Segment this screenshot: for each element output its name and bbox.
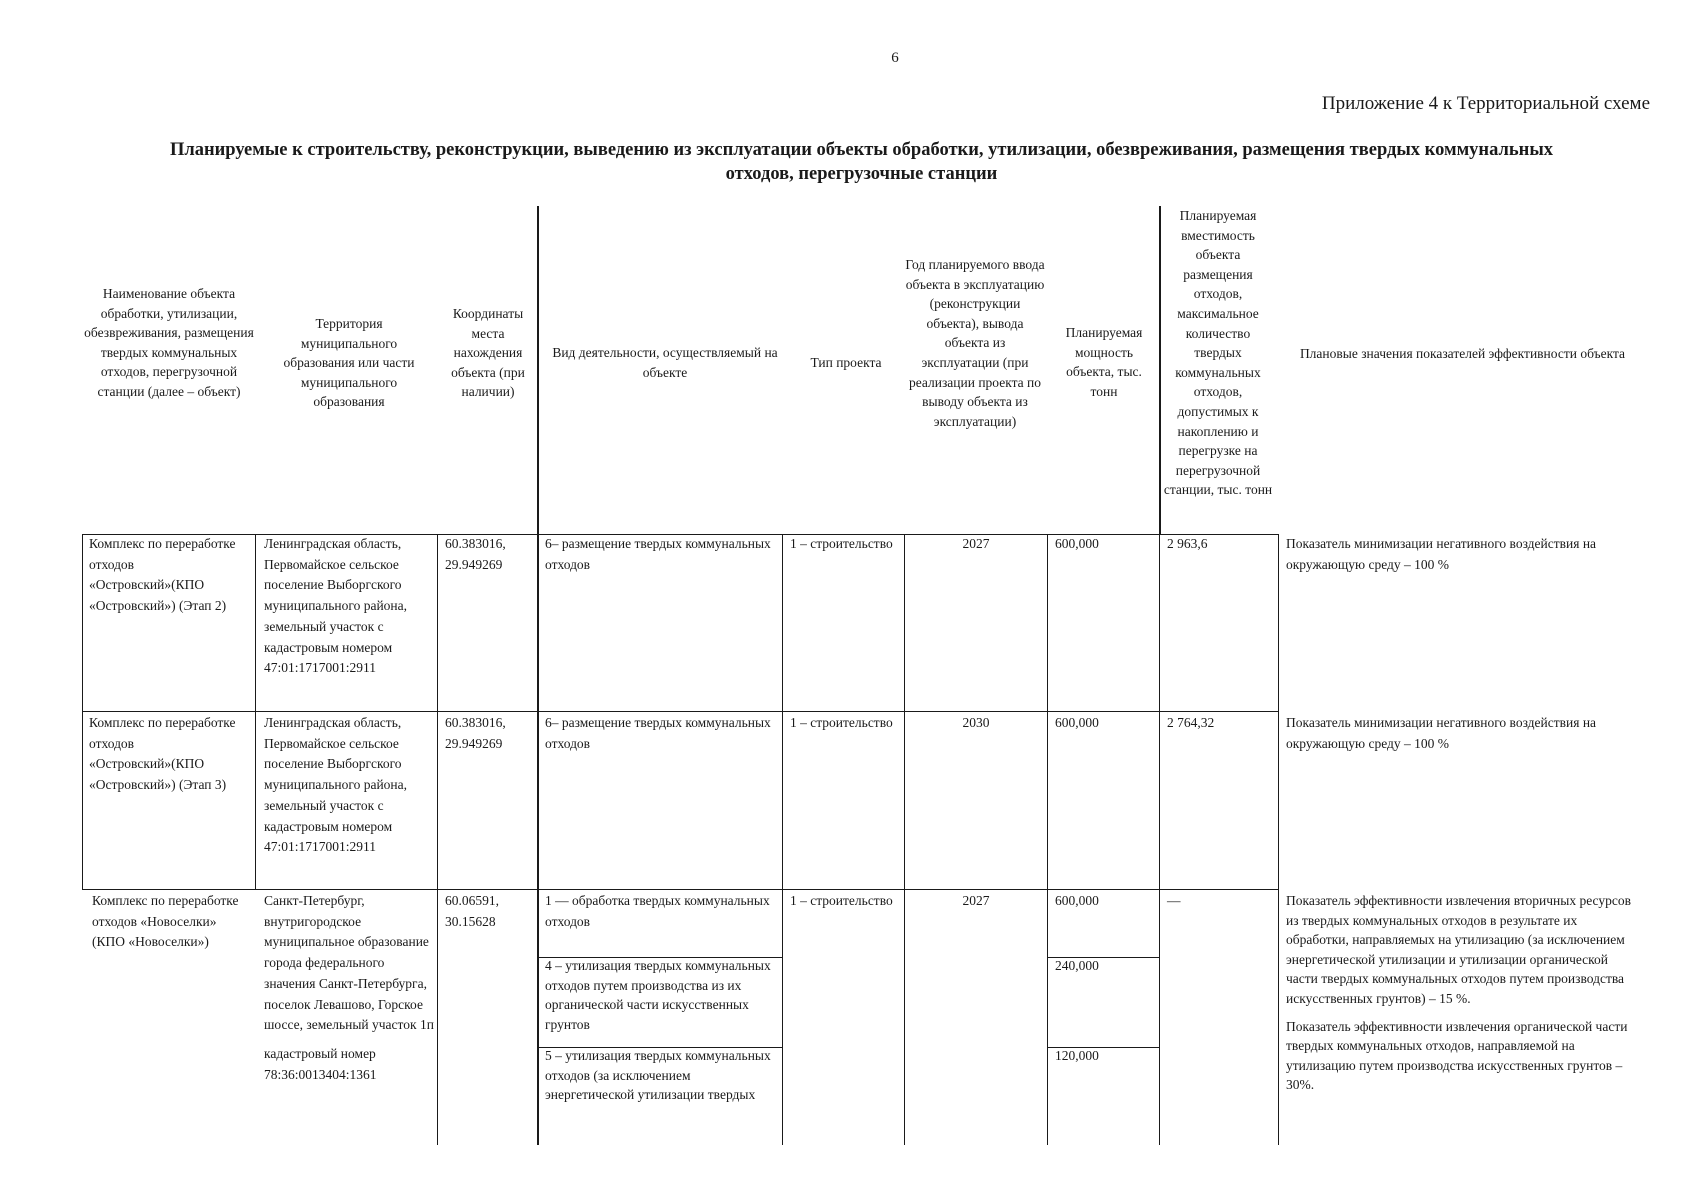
cell-activity-2: 4 – утилизация твердых коммунальных отходов путем производства из их органической части искусственных грунтов — [545, 958, 771, 1032]
column-divider — [82, 534, 83, 889]
territory-cadastre: кадастровый номер 78:36:0013404:1361 — [264, 1045, 377, 1082]
column-divider — [537, 534, 539, 1145]
cell-name: Комплекс по переработке отходов «Новоселки» (КПО «Новоселки») — [92, 893, 239, 950]
appendix-label: Приложение 4 к Территориальной схеме — [1321, 93, 1650, 114]
column-divider — [1278, 534, 1279, 1145]
column-divider — [255, 534, 256, 889]
header-name: Наименование объекта обработки, утилизации, обезвреживания, размещения твердых коммунальных отходов, перегрузочной станции (далее – объект) — [84, 286, 254, 399]
column-divider — [437, 534, 438, 1145]
cell-volume: 2 963,6 — [1167, 536, 1208, 551]
title-line-1: Планируемые к строительству, реконструкции, выведению из эксплуатации объекты обработки, утилизации, обезвреживания, размещения твердых коммунальных — [169, 140, 1554, 160]
territory-address: Санкт-Петербург, внутригородское муниципальное образование города федерального значения Санкт-Петербурга, поселок Левашово, Горское шоссе, земельный участок 1п — [264, 893, 434, 1033]
header-type: Тип проекта — [810, 355, 882, 370]
cell-type: 1 – строительство — [790, 536, 893, 551]
cell-year: 2030 — [962, 715, 990, 730]
header-volume: Планируемая вместимость объекта размещения отходов, максимальное количество твердых коммунальных отходов, допустимых к накоплению и перегрузке на перегрузочной станции, тыс. тонн — [1163, 208, 1273, 498]
header-divider — [1159, 206, 1161, 534]
cell-capacity: 600,000 — [1055, 536, 1099, 551]
cell-indicators — [1286, 891, 1636, 1095]
cell-volume: — — [1167, 893, 1181, 908]
header-indicators: Плановые значения показателей эффективности объекта — [1299, 346, 1626, 361]
row-divider — [82, 711, 1279, 712]
indicator-1: Показатель эффективности извлечения вторичных ресурсов из твердых коммунальных отходов в результате их обработки, направляемых на утилизацию (за исключением энергетической утилизации и утилизации органической части твердых коммунальных отходов путем производства искусственных грунтов) – 15 %. — [1286, 893, 1631, 1006]
cell-activity: 6– размещение твердых коммунальных отходов — [545, 536, 771, 572]
row-divider — [82, 889, 1279, 890]
cell-coords: 60.383016, 29.949269 — [445, 536, 506, 572]
cell-year: 2027 — [962, 536, 990, 551]
column-divider — [1159, 534, 1160, 1145]
cell-name: Комплекс по переработке отходов «Островский»(КПО «Островский») (Этап 2) — [89, 536, 236, 614]
title-line-2: отходов, перегрузочные станции — [725, 164, 998, 184]
column-divider — [782, 534, 783, 1145]
cell-capacity-3: 120,000 — [1055, 1048, 1099, 1063]
cell-activity-3: 5 – утилизация твердых коммунальных отходов (за исключением энергетической утилизации твердых — [545, 1048, 771, 1102]
header-territory: Территория муниципального образования или части муниципального образования — [283, 316, 415, 410]
cell-volume: 2 764,32 — [1167, 715, 1215, 730]
cell-capacity-1: 600,000 — [1055, 893, 1099, 908]
cell-indicators: Показатель минимизации негативного воздействия на окружающую среду – 100 % — [1286, 715, 1597, 751]
cell-capacity: 600,000 — [1055, 715, 1099, 730]
cell-capacity-2: 240,000 — [1055, 958, 1099, 973]
page-number: 6 — [891, 50, 899, 66]
header-year: Год планируемого ввода объекта в эксплуатацию (реконструкции объекта), вывода объекта из эксплуатации (при реализации проекта по выводу объекта из эксплуатации) — [905, 257, 1045, 429]
cell-territory: Ленинградская область, Первомайское сельское поселение Выборгского муниципального района, земельный участок с кадастровым номером 47:01:1717001:2911 — [264, 715, 408, 855]
cell-name: Комплекс по переработке отходов «Островский»(КПО «Островский») (Этап 3) — [89, 715, 236, 793]
column-divider — [904, 534, 905, 1145]
header-divider — [537, 206, 539, 534]
cell-coords: 60.383016, 29.949269 — [445, 715, 506, 751]
cell-type: 1 – строительство — [790, 715, 893, 730]
header-capacity: Планируемая мощность объекта, тыс. тонн — [1065, 325, 1143, 399]
cell-type: 1 – строительство — [790, 893, 893, 908]
cell-activity: 6– размещение твердых коммунальных отходов — [545, 715, 771, 751]
cell-indicators: Показатель минимизации негативного воздействия на окружающую среду – 100 % — [1286, 536, 1597, 572]
cell-coords: 60.06591, 30.15628 — [445, 893, 499, 929]
cell-year: 2027 — [962, 893, 990, 908]
header-activity: Вид деятельности, осуществляемый на объекте — [552, 345, 778, 380]
cell-activity-1: 1 — обработка твердых коммунальных отходов — [545, 893, 770, 929]
indicator-2: Показатель эффективности извлечения органической части твердых коммунальных отходов, направляемой на утилизацию путем производства искусственных грунтов – 30%. — [1286, 1018, 1628, 1093]
cell-territory: Ленинградская область, Первомайское сельское поселение Выборгского муниципального района, земельный участок с кадастровым номером 47:01:1717001:2911 — [264, 536, 408, 676]
cell-territory — [264, 891, 434, 1085]
header-coords: Координаты места нахождения объекта (при наличии) — [451, 306, 525, 400]
document-title — [90, 138, 1633, 186]
column-divider — [1047, 534, 1048, 1145]
